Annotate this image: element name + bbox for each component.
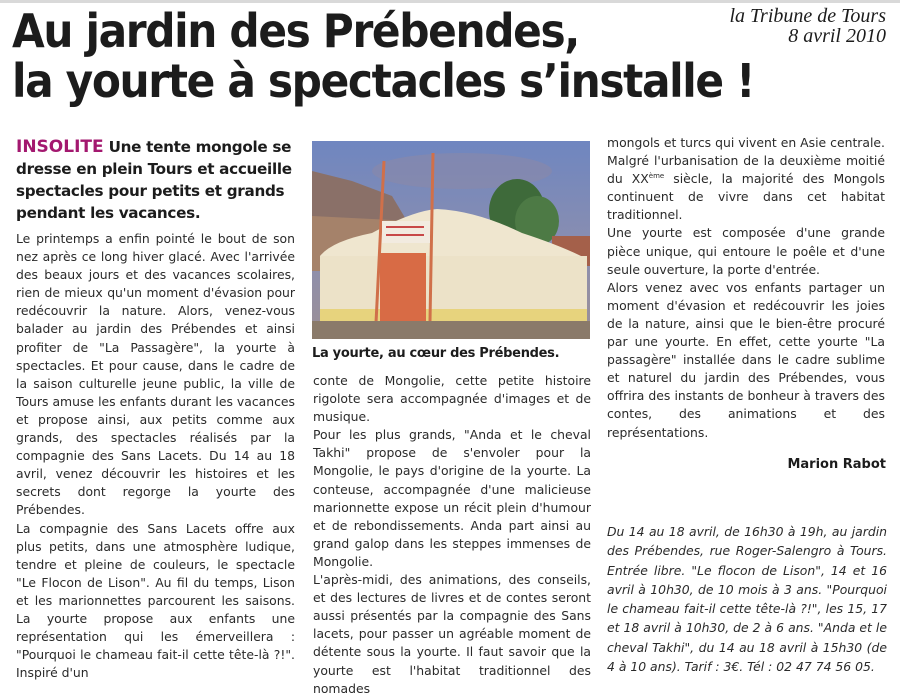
author-signature: Marion Rabot — [787, 457, 886, 472]
column-2 — [313, 372, 591, 698]
body-paragraph: Le printemps a enfin pointé le bout de son nez après ce long hiver glacé. Avec l'arrivée des beaux jours et des vacances scolaires, rien de mieux qu'un moment d'évasion pour redécouvrir la nature. Alors, venez-vous balader au jardin des Prébendes et ainsi profiter de "La Passagère", la yourte à spectacles. Et pour cause, dans le cadre de la saison culturelle jeune public, la ville de Tours amuse les enfants durant les vacances et propose ainsi, aux petits comme aux grands, des spectacles réalisés par la compagnie des Sans Lacets. Du 14 au 18 avril, venez découvrir les histoires et les secrets dont regorge la yourte des Prébendes. — [16, 231, 295, 518]
photo-caption: La yourte, au cœur des Prébendes. — [312, 346, 560, 361]
publication-name: la Tribune de Tours — [729, 5, 886, 27]
superscript: ème — [648, 172, 665, 181]
column-3 — [607, 134, 885, 442]
kicker-label: INSOLITE — [16, 137, 104, 157]
article-headline — [12, 4, 755, 108]
body-paragraph — [607, 134, 885, 224]
yurt-illustration — [312, 141, 590, 339]
article-lead — [16, 136, 295, 224]
headline-line-2: la yourte à spectacles s’installe ! — [12, 54, 755, 108]
yurt-photo — [312, 141, 590, 339]
practical-info-box: Du 14 au 18 avril, de 16h30 à 19h, au jardin des Prébendes, rue Roger-Salengro à Tours. Entrée libre. "Le flocon de Lison", 14 et 16 avril à 10h30, de 10 mois à 3 ans. "Pourquoi le chameau fait-il cette tête-là ?!", les 15, 17 et 18 avril à 10h30, de 2 à 6 ans. "Anda et le cheval Takhi", du 14 au 18 avril à 15h30 (de 4 à 10 ans). Tarif : 3€. Tél : 02 47 74 56 05. — [607, 524, 887, 675]
body-paragraph: Pour les plus grands, "Anda et le cheval Takhi" propose de s'envoler pour la Mongolie, le pays d'origine de la yourte. La conteuse, accompagnée d'une malicieuse marionnette expose un récit plein d'humour et de rebondissements. Anda part ainsi au grand galop dans les steppes immenses de Mongolie. — [313, 427, 591, 569]
column-1 — [16, 136, 295, 682]
publication-date: 8 avril 2010 — [788, 25, 886, 47]
headline-line-1: Au jardin des Prébendes, — [12, 4, 579, 58]
text-fragment: mongols et turcs qui vivent en Asie centrale. Malgré l'urbanisation de la deuxième moitié du XX — [607, 135, 885, 187]
body-paragraph: L'après-midi, des animations, des conseils, et des lectures de livres et de contes seront aussi présentés par la compagnie des Sans lacets, pour passer un agréable moment de détente sous la yourte. Il faut savoir que la yourte est l'habitat traditionnel des nomades — [313, 572, 591, 696]
top-rule — [0, 0, 900, 3]
body-paragraph: Alors venez avec vos enfants partager un moment d'évasion et redécouvrir les joies de la nature, ainsi que le bien-être procuré par une yourte. En effet, cette yourte "La passagère" installée dans le cadre sublime et naturel du jardin des Prébendes, vous offrira des instants de bonheur à travers des contes, des animations et des représentations. — [607, 279, 885, 440]
body-paragraph: Une yourte est composée d'une grande pièce unique, qui entoure le poêle et d'une seule ouverture, la porte d'entrée. — [607, 225, 885, 277]
publication-source — [729, 6, 886, 46]
lead-text: Une tente mongole se dresse en plein Tours et accueille spectacles pour petits et grands pendant les vacances. — [16, 138, 292, 222]
body-paragraph: La compagnie des Sans Lacets offre aux plus petits, dans une atmosphère ludique, tendre et pleine de couleurs, le spectacle "Le Flocon de Lison". Au fil du temps, Lison et les marionnettes parcourent les saisons. La yourte propose aux enfants une représentation qui les émerveillera : "Pourquoi le chameau fait-il cette tête-là ?!". Inspiré d'un — [16, 520, 295, 681]
text-fragment: siècle, la majorité des Mongols continuent de vivre dans cet habitat traditionnel. — [607, 171, 885, 223]
body-paragraph: conte de Mongolie, cette petite histoire rigolote sera accompagnée d'images et de musique. — [313, 373, 591, 425]
